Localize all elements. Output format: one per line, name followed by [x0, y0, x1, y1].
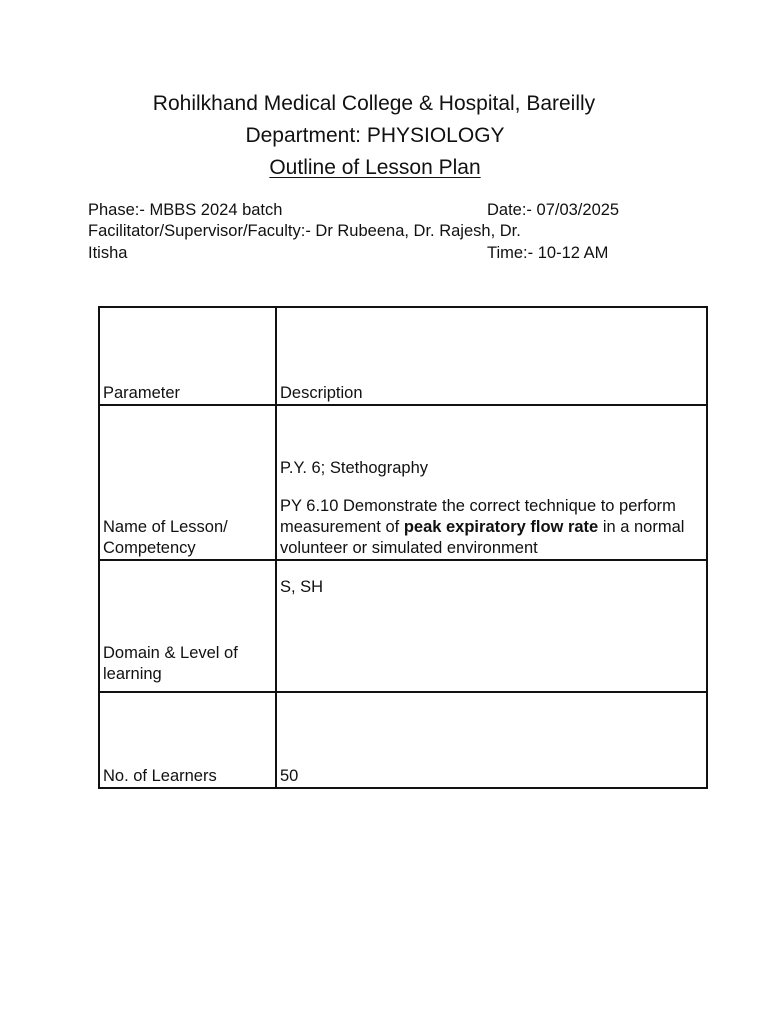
- facilitator-text: Facilitator/Supervisor/Faculty:- Dr Rubeena, Dr. Rajesh, Dr.: [88, 222, 521, 240]
- lesson-plan-title: Outline of Lesson Plan: [269, 156, 481, 179]
- table-header-row: [99, 307, 707, 405]
- facilitator-text-continued: Itisha: [88, 244, 128, 262]
- competency-detail-text: PY 6.10 Demonstrate the correct technique to perform measurement of: [280, 497, 676, 536]
- description-header: Description: [276, 307, 707, 405]
- parameter-header: Parameter: [99, 307, 276, 405]
- lesson-plan-table: [98, 306, 708, 789]
- lesson-parameter-cell: Name of Lesson/ Competency: [99, 405, 276, 560]
- phase-text: Phase:- MBBS 2024 batch: [88, 201, 283, 219]
- table-row: [99, 405, 707, 560]
- date-text: Date:- 07/03/2025: [487, 201, 620, 219]
- learners-description-cell: 50: [276, 692, 707, 788]
- table-row: [99, 692, 707, 788]
- department-name: Department: PHYSIOLOGY: [245, 124, 505, 147]
- competency-detail: [280, 496, 703, 559]
- lesson-title: P.Y. 6; Stethography: [280, 459, 429, 477]
- table-row: [99, 560, 707, 692]
- domain-description-cell: S, SH: [276, 560, 707, 692]
- lesson-description-cell: [276, 405, 707, 560]
- domain-parameter-cell: Domain & Level of learning: [99, 560, 276, 692]
- college-name: Rohilkhand Medical College & Hospital, Bareilly: [152, 92, 596, 115]
- competency-detail-text-end: in a normal volunteer or simulated environment: [280, 518, 685, 557]
- competency-detail-emphasis: peak expiratory flow rate: [403, 518, 599, 536]
- learners-parameter-cell: No. of Learners: [99, 692, 276, 788]
- time-text: Time:- 10-12 AM: [487, 244, 609, 262]
